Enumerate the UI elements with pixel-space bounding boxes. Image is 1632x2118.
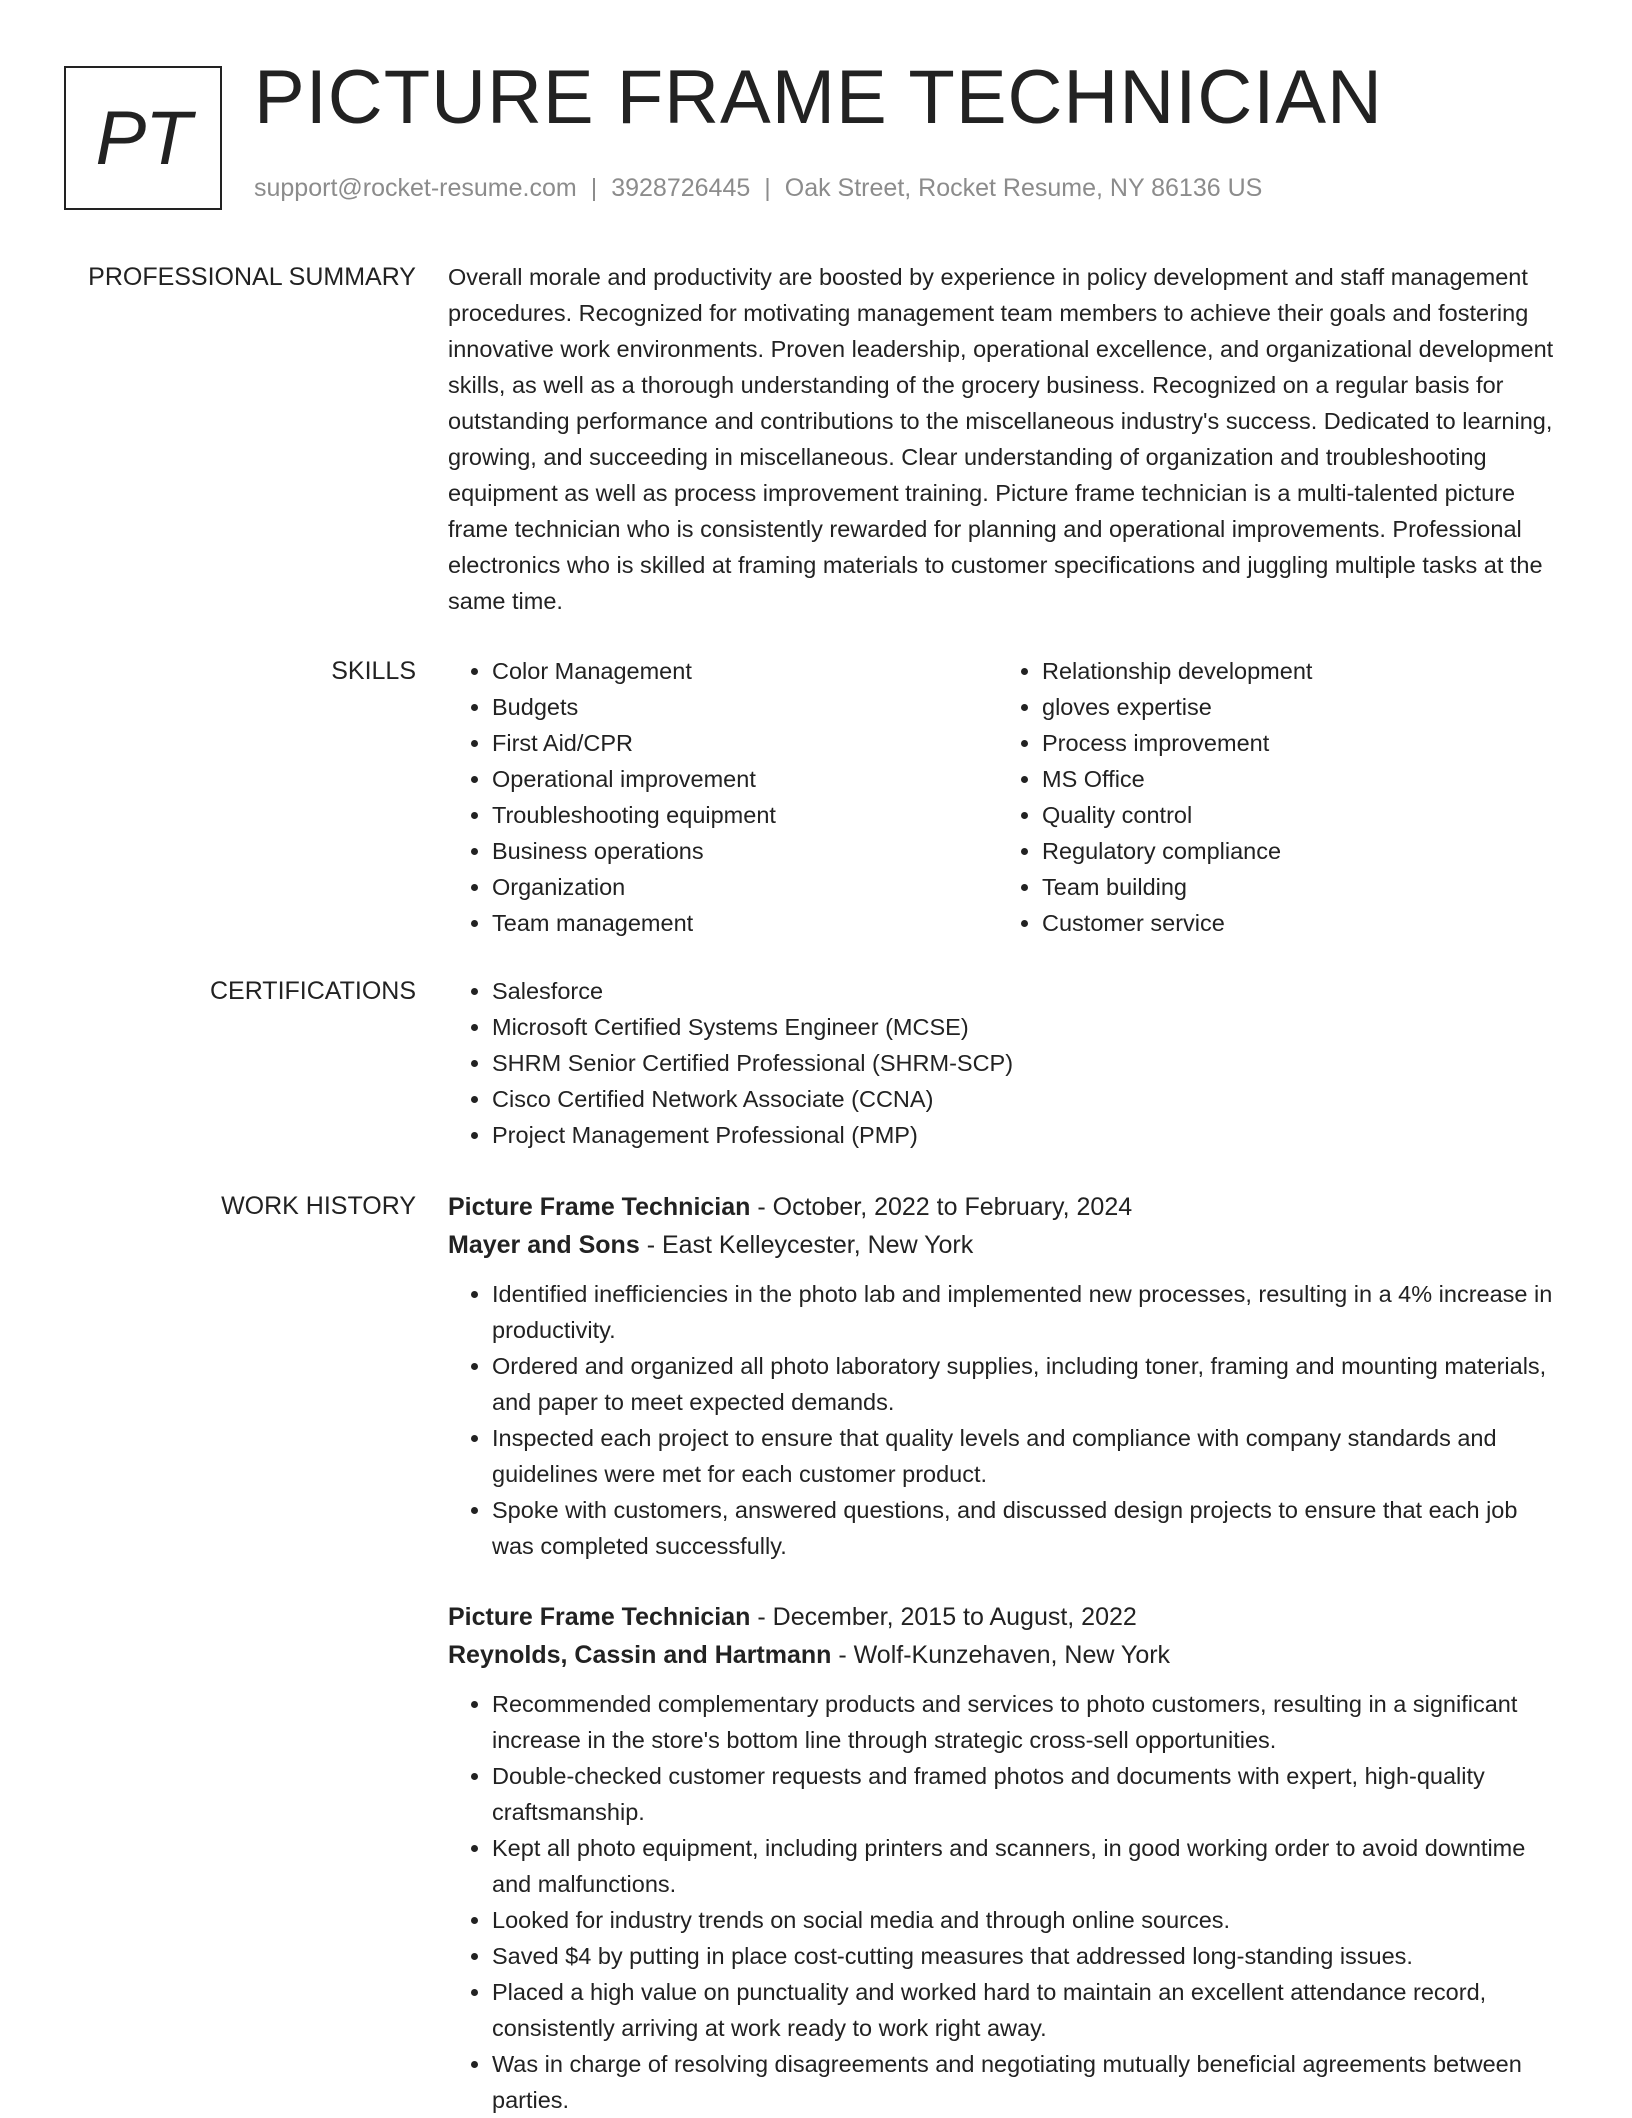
- monogram-logo: PT: [64, 66, 222, 210]
- skill-item: • Troubleshooting equipment: [492, 797, 998, 833]
- job-bullet: • Looked for industry trends on social media and through online sources.: [492, 1902, 1564, 1938]
- certification-item: • Cisco Certified Network Associate (CCNA): [492, 1081, 1564, 1117]
- contact-line: [254, 174, 1262, 203]
- job-bullet: • Spoke with customers, answered questions, and discussed design projects to ensure that each job was completed successfully.: [492, 1492, 1564, 1564]
- skill-item: • First Aid/CPR: [492, 725, 998, 761]
- job-company: Mayer and Sons: [448, 1231, 640, 1259]
- section-label-certifications: CERTIFICATIONS: [209, 977, 416, 1005]
- skills-section: [448, 653, 1564, 941]
- skill-item: • Relationship development: [1042, 653, 1548, 689]
- skill-item: • Regulatory compliance: [1042, 833, 1548, 869]
- skill-item: • Color Management: [492, 653, 998, 689]
- job-title-line: [448, 1188, 1564, 1226]
- job-bullet: • Saved $4 by putting in place cost-cutting measures that addressed long-standing issues.: [492, 1938, 1564, 1974]
- section-label-skills: SKILLS: [331, 657, 416, 685]
- summary-text: Overall morale and productivity are boosted by experience in policy development and staff management procedures. Recognized for motivating management team members to achieve their goals and fostering innovative work environments. Proven leadership, operational excellence, and organizational development skills, as well as a thorough understanding of the grocery business. Recognized on a regular basis for outstanding performance and contributions to the miscellaneous industry's success. Dedicated to learning, growing, and succeeding in miscellaneous. Clear understanding of organization and troubleshooting equipment as well as process improvement training. Picture frame technician is a multi-talented picture frame technician who is consistently rewarded for planning and operational improvements. Professional electronics who is skilled at framing materials to customer specifications and juggling multiple tasks at the same time.: [448, 264, 1554, 614]
- contact-address: Oak Street, Rocket Resume, NY 86136 US: [784, 174, 1263, 202]
- job-entry: [448, 1598, 1564, 2118]
- job-bullet: • Identified inefficiencies in the photo lab and implemented new processes, resulting in a 4% increase in productivity.: [492, 1276, 1564, 1348]
- job-bullet: • Recommended complementary products and services to photo customers, resulting in a significant increase in the store's bottom line through strategic cross-sell opportunities.: [492, 1686, 1564, 1758]
- skill-item: • MS Office: [1042, 761, 1548, 797]
- skill-item: • Quality control: [1042, 797, 1548, 833]
- job-title: Picture Frame Technician: [448, 1603, 751, 1631]
- job-bullet: • Double-checked customer requests and framed photos and documents with expert, high-quality craftsmanship.: [492, 1758, 1564, 1830]
- job-company-line: [448, 1226, 1564, 1264]
- certifications-section: [448, 973, 1564, 1153]
- job-bullet: • Was in charge of resolving disagreements and negotiating mutually beneficial agreements between parties.: [492, 2046, 1564, 2118]
- skill-item: • Team management: [492, 905, 998, 941]
- skill-item: • Customer service: [1042, 905, 1548, 941]
- summary-section: [448, 259, 1564, 619]
- resume-title: PICTURE FRAME TECHNICIAN: [254, 55, 1383, 140]
- job-bullets: [448, 1276, 1564, 1564]
- job-dates: - December, 2015 to August, 2022: [757, 1603, 1137, 1631]
- job-entry: [448, 1188, 1564, 1564]
- job-bullet: • Inspected each project to ensure that quality levels and compliance with company standards and guidelines were met for each customer product.: [492, 1420, 1564, 1492]
- certification-item: • Salesforce: [492, 973, 1564, 1009]
- job-bullet: • Ordered and organized all photo laboratory supplies, including toner, framing and mounting materials, and paper to meet expected demands.: [492, 1348, 1564, 1420]
- skill-item: • Organization: [492, 869, 998, 905]
- skill-item: • Business operations: [492, 833, 998, 869]
- section-label-summary: PROFESSIONAL SUMMARY: [88, 263, 416, 291]
- skill-item: • Team building: [1042, 869, 1548, 905]
- work-history-section: [448, 1188, 1564, 2118]
- job-bullet: • Placed a high value on punctuality and worked hard to maintain an excellent attendance record, consistently arriving at work ready to work right away.: [492, 1974, 1564, 2046]
- skills-list-right: [998, 653, 1548, 941]
- section-label-work-history: WORK HISTORY: [221, 1192, 416, 1220]
- skill-item: • Process improvement: [1042, 725, 1548, 761]
- contact-email[interactable]: support@rocket-resume.com: [254, 174, 577, 202]
- job-bullet: • Kept all photo equipment, including printers and scanners, in good working order to avoid downtime and malfunctions.: [492, 1830, 1564, 1902]
- contact-separator: |: [764, 174, 771, 202]
- skill-item: • gloves expertise: [1042, 689, 1548, 725]
- job-company: Reynolds, Cassin and Hartmann: [448, 1641, 832, 1669]
- contact-phone[interactable]: 3928726445: [611, 174, 751, 202]
- job-bullets: [448, 1686, 1564, 2118]
- certification-item: • Microsoft Certified Systems Engineer (MCSE): [492, 1009, 1564, 1045]
- job-company-line: [448, 1636, 1564, 1674]
- skill-item: • Budgets: [492, 689, 998, 725]
- job-title: Picture Frame Technician: [448, 1193, 751, 1221]
- job-location: - Wolf-Kunzehaven, New York: [838, 1641, 1171, 1669]
- certification-item: • Project Management Professional (PMP): [492, 1117, 1564, 1153]
- job-location: - East Kelleycester, New York: [646, 1231, 974, 1259]
- job-title-line: [448, 1598, 1564, 1636]
- certification-item: • SHRM Senior Certified Professional (SHRM-SCP): [492, 1045, 1564, 1081]
- certifications-list: [448, 973, 1564, 1153]
- skills-list-left: [448, 653, 998, 941]
- contact-separator: |: [590, 174, 598, 202]
- skill-item: • Operational improvement: [492, 761, 998, 797]
- job-dates: - October, 2022 to February, 2024: [757, 1193, 1133, 1221]
